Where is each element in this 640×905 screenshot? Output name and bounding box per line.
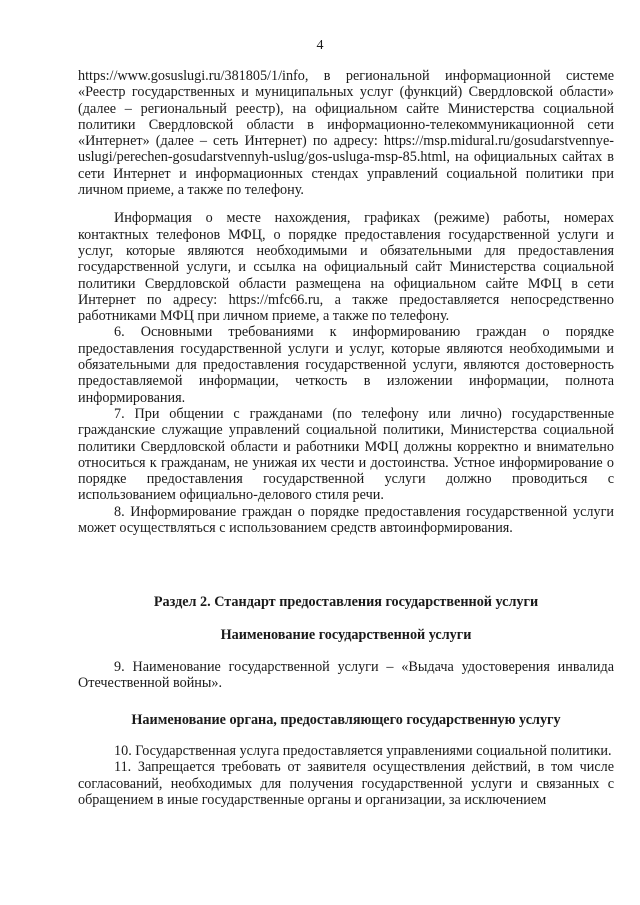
paragraph-7: 7. При общении с гражданами (по телефону или лично) государственные гражданские служащие управлений социальной политики, Министерства социальной политики Свердловской области и работники МФЦ должны корректно и внимательно относиться к гражданам, не унижая их чести и достоинства. Устное информирование о порядке предоставления государственной услуги должно проводиться с использованием официально-делового стиля речи. bbox=[78, 405, 614, 504]
paragraph-mfc-info: Информация о месте нахождения, графиках (режиме) работы, номерах контактных телефонов МФЦ, о порядке предоставления государственной услуги и услуг, которые являются необходимыми и обязательными для предоставления государственной услуги, и ссылка на официальный сайт Министерства социальной политики Свердловской области размещена на официальном сайте МФЦ в сети Интернет по адресу: https://mfc66.ru, а также предоставляется непосредственно работниками МФЦ при личном приеме, а также по телефону. bbox=[78, 210, 614, 325]
body-text-top bbox=[78, 68, 614, 536]
paragraph-11: 11. Запрещается требовать от заявителя осуществления действий, в том числе согласований, необходимых для получения государственной услуги и связанных с обращением в иные государственные органы и организации, за исключением bbox=[78, 759, 614, 808]
page-number: 4 bbox=[316, 38, 324, 53]
paragraph-8: 8. Информирование граждан о порядке предоставления государственной услуги может осуществляться с использованием средств автоинформирования. bbox=[78, 503, 614, 537]
subheading-service-name: Наименование государственной услуги bbox=[220, 627, 472, 643]
body-text-authority bbox=[78, 743, 614, 808]
section-heading: Раздел 2. Стандарт предоставления государственной услуги bbox=[153, 594, 539, 610]
paragraph-6: 6. Основными требованиями к информированию граждан о порядке предоставления государственной услуги и услуг, которые являются необходимыми и обязательными для предоставления государственной услуги, являются достоверность предоставляемой информации, четкость в изложении информации, полнота информирования. bbox=[78, 324, 614, 406]
subheading-authority: Наименование органа, предоставляющего государственную услугу bbox=[131, 712, 561, 728]
body-text-service-name bbox=[78, 659, 614, 692]
paragraph-9: 9. Наименование государственной услуги – «Выдача удостоверения инвалида Отечественной войны». bbox=[78, 659, 614, 692]
paragraph-sources: https://www.gosuslugi.ru/381805/1/info, в региональной информационной системе «Реестр государственных и муниципальных услуг (функций) Свердловской области» (далее – региональный реестр), на официальном сайте Министерства социальной политики Свердловской области в информационно-телекоммуникационной сети «Интернет» (далее – сеть Интернет) по адресу: https://msp.midural.ru/gosudarstvennye-uslugi/perechen-gosudarstvennyh-uslug/gos-usluga-msp-85.html, на официальных сайтах в сети Интернет и информационных стендах управлений социальной политики при личном приеме, а также по телефону. bbox=[78, 68, 614, 199]
paragraph-10: 10. Государственная услуга предоставляется управлениями социальной политики. bbox=[114, 743, 612, 759]
